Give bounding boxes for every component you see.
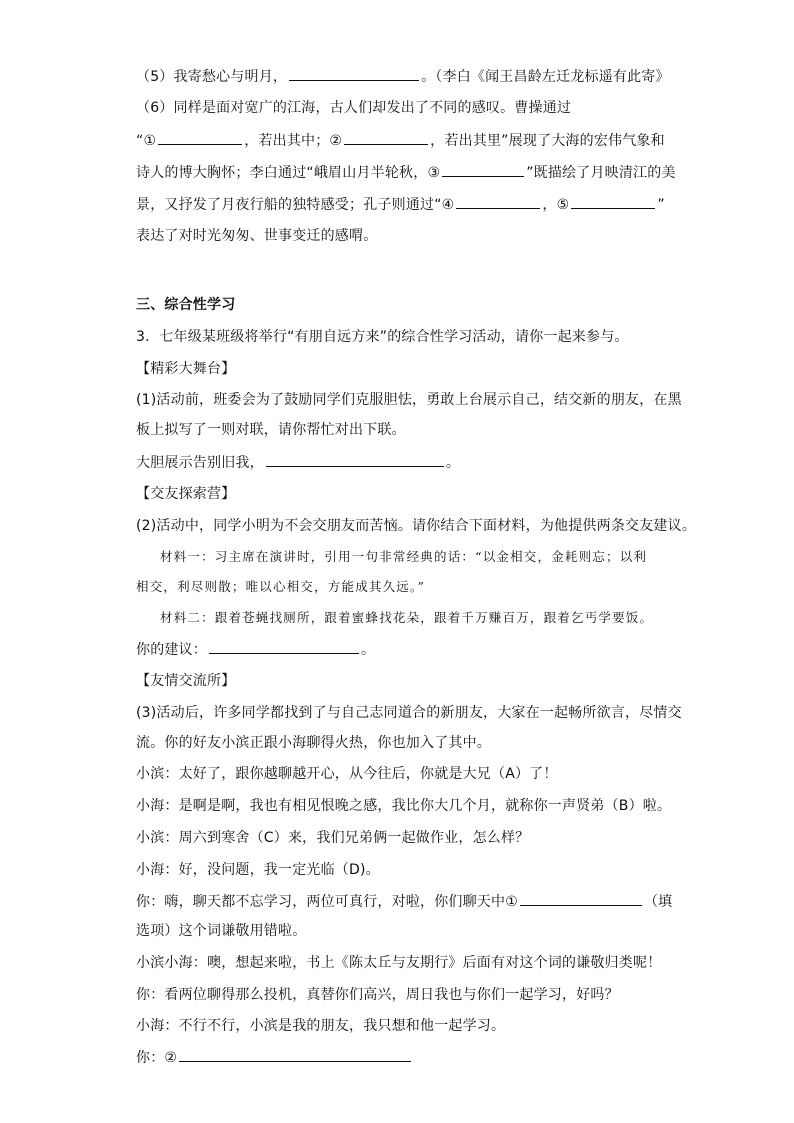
part-2-line-1: (2)活动中，同学小明为不会交朋友而苦恼。请你结合下面材料，为他提供两条交友建议。 [136,518,697,534]
part-3-line-2: 流。你的好友小滨正跟小海聊得火热，你也加入了其中。 [136,735,491,751]
answer-blank-1[interactable] [158,130,242,145]
answer-blank[interactable] [289,66,419,81]
wrong-word-answer-blank[interactable] [520,891,642,906]
part-3-line-1: (3)活动后，许多同学都找到了与自己志同道合的新朋友，大家在一起畅所欲言，尽情交 [136,705,682,721]
question-6-line-1: （6）同样是面对宽广的江海，古人们却发出了不同的感叹。曹操通过 [136,100,572,116]
question-6-line-4: 景，又抒发了月夜行船的独特感受；孔子则通过“④ ，⑤ ” [136,194,665,215]
question-5-line: （5）我寄愁心与明月， 。（李白《闻王昌龄左迁龙标遥有此寄》 [136,66,670,87]
dialogue-line: 小滨小海：噢，想起来啦，书上《陈太丘与友期行》后面有对这个词的谦敬归类呢！ [136,955,662,971]
dialogue-line: 你：② [136,1047,413,1068]
material-1-line-1: 材料一：习主席在演讲时，引用一句非常经典的话：“以金相交，金耗则忘；以利 [160,549,648,564]
question-3-stem: 3．七年级某班级将举行“有朋自远方来”的综合性学习活动，请你一起来参与。 [136,329,629,345]
part-2-answer: 你的建议： 。 [136,639,375,660]
advice-answer-blank[interactable] [209,639,359,654]
answer-blank-5[interactable] [571,194,655,209]
dialogue-line: 小滨：太好了，跟你越聊越开心，从今往后，你就是大兄（A）了！ [136,766,558,782]
part-1-line-1: (1)活动前，班委会为了鼓励同学们克服胆怯，勇敢上台展示自己，结交新的朋友，在黑 [136,392,682,408]
dialogue-line: 你：嗨，聊天都不忘学习，两位可真行，对啦，你们聊天中① （填 [136,891,672,912]
dialogue-line: 选项）这个词谦敬用错啦。 [136,923,307,939]
dialogue-line: 小海：是啊是啊，我也有相见恨晚之感，我比你大几个月，就称你一声贤弟（B）啦。 [136,798,672,814]
part-1-line-2: 板上拟写了一则对联，请你帮忙对出下联。 [136,422,406,438]
question-6-line-3: 诗人的博大胸怀；李白通过“峨眉山月半轮秋，③ ”既描绘了月映清江的美 [136,162,676,183]
material-2: 材料二：跟着苍蝇找厕所，跟着蜜蜂找花朵，跟着千万赚百万，跟着乞丐学要饭。 [160,610,654,625]
dialogue-line: 你：看两位聊得那么投机，真替你们高兴，周日我也与你们一起学习，好吗？ [136,987,619,1003]
stage-title: 【精彩大舞台】 [136,361,236,377]
couplet-answer-blank[interactable] [266,452,444,467]
dialogue-line: 小海：不行不行，小滨是我的朋友，我只想和他一起学习。 [136,1018,506,1034]
part-1-answer: 大胆展示告别旧我， 。 [136,452,460,473]
material-1-line-2: 相交，利尽则散；唯以心相交，方能成其久远。” [136,579,426,594]
question-6-line-2: “① ，若出其中；② ，若出其里”展现了大海的宏伟气象和 [136,130,665,151]
dialogue-line: 小滨：周六到寒舍（C）来，我们兄弟俩一起做作业，怎么样？ [136,830,530,846]
reply-answer-blank[interactable] [179,1047,411,1062]
answer-blank-4[interactable] [456,194,540,209]
dialogue-line: 小海：好，没问题，我一定光临（D)。 [136,862,380,878]
section-heading: 三、综合性学习 [136,297,236,313]
answer-blank-3[interactable] [442,162,524,177]
question-6-line-5: 表达了对时光匆匆、世事变迁的感喟。 [136,228,378,244]
camp-title: 【交友探索营】 [136,486,236,502]
friend-title: 【友情交流所】 [136,673,236,689]
answer-blank-2[interactable] [344,130,428,145]
